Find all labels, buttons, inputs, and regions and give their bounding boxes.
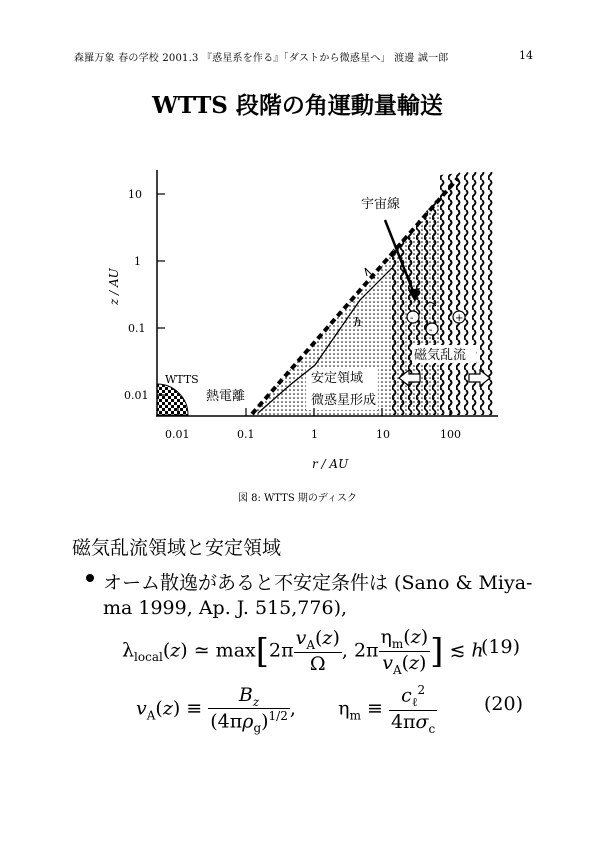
- equation-19-number: (19): [481, 636, 521, 658]
- mri-turbulence-label: 磁気乱流: [414, 348, 467, 363]
- x-tick-label: 0.01: [165, 428, 190, 441]
- thermal-ionization-region: [157, 384, 188, 415]
- x-tick-label: 10: [376, 428, 390, 441]
- y-tick-label: 10: [128, 188, 142, 201]
- section-heading: 磁気乱流領域と安定領域: [72, 537, 282, 559]
- y-tick-label: 0.01: [124, 389, 149, 402]
- x-tick-label: 0.1: [237, 428, 255, 441]
- stable-region-label: 安定領域: [311, 371, 364, 386]
- thermal-ionization-label: 熱電離: [206, 389, 246, 404]
- bullet-text-line2: ma 1999, Ap. J. 515,776),: [103, 597, 348, 619]
- ion-negative: -: [410, 313, 414, 324]
- equation-20: $v_A(z)$ ≡ $\frac{B_z}{(4\pi\rho_g)^{1/2}}$ , $\eta_m$ ≡ $\frac{c_\ell^2}{4\pi\sigma_c}$: [136, 683, 436, 736]
- x-tick-label: 100: [440, 428, 461, 441]
- figure-caption: 図 8: WTTS 期のディスク: [237, 493, 358, 504]
- equation-20-number: (20): [484, 693, 524, 715]
- ion-positive: +: [455, 313, 464, 324]
- cosmic-ray-label: 宇宙線: [361, 197, 401, 212]
- x-axis-title: r / AU: [312, 457, 349, 471]
- ion-negative: -: [429, 325, 433, 336]
- page-number: 14: [519, 49, 533, 62]
- x-tick-label: 1: [311, 428, 318, 441]
- y-tick-label: 1: [134, 255, 141, 268]
- planetesimal-formation-label: 微惑星形成: [311, 393, 377, 408]
- h-label: h: [354, 315, 362, 329]
- running-header: 森羅万象 春の学校 2001.3 『惑星系を作る』「ダストから微惑星へ」 渡邊 誠一郎: [74, 53, 449, 64]
- equation-19: $\lambda_{local}(z)$ ≃ max[2π $\frac{v_A(z)}{\Omega}$ , 2π $\frac{\eta_m(z)}{v_A(z)}$ ] ≲ h: [122, 626, 484, 677]
- y-axis-title: z / AU: [107, 268, 121, 305]
- y-tick-label: 0.1: [128, 322, 146, 335]
- slide-title: WTTS 段階の角運動量輸送: [152, 92, 443, 119]
- bullet-text-line1: オーム散逸があると不安定条件は (Sano & Miya-: [103, 572, 533, 594]
- wtts-label: WTTS: [165, 373, 199, 386]
- bullet-icon: [86, 574, 94, 582]
